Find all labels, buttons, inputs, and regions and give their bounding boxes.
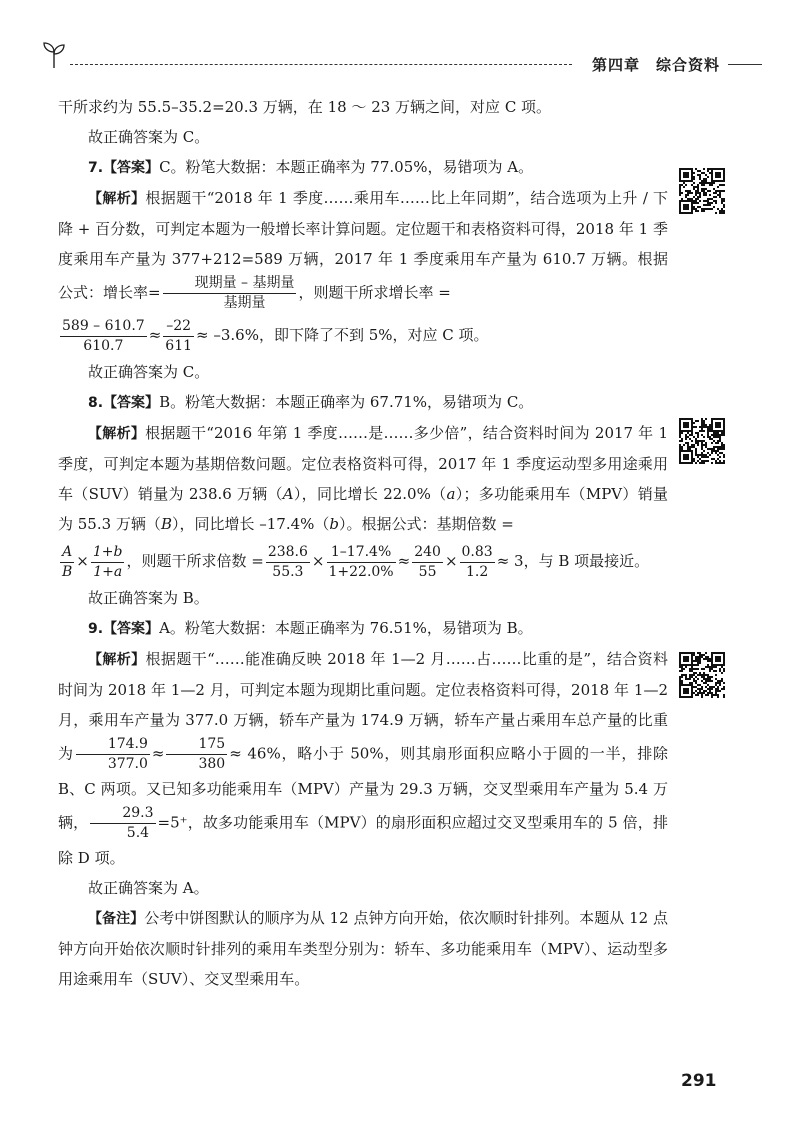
- analysis-text: ≈ 46%，略小于 50%，则其扇形面积应略小于圆的一半，排除 B、C 两项。又已知多功能乘用车（MPV）产量为 29.3 万辆，交叉型乘用车产量为 5.4 万辆，: [58, 744, 668, 832]
- times-symbol: ×: [444, 552, 458, 570]
- analysis-text: 根据题干“2018 年 1 季度……乘用车……比上年同期”，结合选项为上升 / 下降 + 百分数，可判定本题为一般增长率计算问题。定位题干和表格资料可得，2018 年 1 季度乘用车产量为 377+212=589 万辆，2017 年 1 季度乘用车产量为 610.7 万辆。根据公式：增长率=: [58, 189, 669, 302]
- approx-symbol: ≈: [397, 552, 411, 570]
- note-tag: 【备注】: [88, 911, 145, 927]
- header-rule: [70, 64, 572, 65]
- numerator: A: [60, 543, 74, 563]
- analysis-tag: 【解析】: [88, 191, 146, 207]
- denominator: B: [62, 563, 73, 580]
- analysis-tag: 【解析】: [88, 426, 146, 442]
- answer-statement: 故正确答案为 C。: [88, 128, 210, 146]
- analysis-text: ），同比增长 22.0%（: [293, 485, 447, 503]
- denominator: 基期量: [223, 295, 266, 311]
- analysis-text: ，则题干所求倍数 =: [126, 552, 264, 570]
- denominator: 610.7: [83, 337, 124, 354]
- denominator: 55.3: [272, 563, 304, 580]
- analysis-text: 根据题干“……能准确反映 2018 年 1—2 月……占……比重的是”，结合资料时间为 2018 年 1—2 月，可判定本题为现期比重问题。定位表格资料可得，2018 年 1—2 月，乘用车产量为 377.0 万辆，轿车产量为 174.9 万辆，轿车产量占乘用车总产量的比重为: [58, 650, 668, 763]
- numerator: 1–17.4%: [327, 543, 396, 563]
- page-body: [58, 92, 668, 994]
- variable: a: [446, 485, 456, 503]
- fraction: [163, 317, 194, 356]
- formula-line: [58, 539, 668, 583]
- page-number: 291: [681, 1071, 717, 1091]
- variable: A: [282, 485, 294, 503]
- answer-statement: 故正确答案为 A。: [88, 879, 209, 897]
- fraction: [166, 735, 227, 774]
- q9-analysis: [58, 644, 668, 873]
- denominator: 1+22.0%: [328, 563, 394, 580]
- denominator: 1.2: [465, 563, 489, 580]
- times-symbol: ×: [311, 552, 325, 570]
- numerator: 240: [412, 543, 443, 563]
- q7-answer: [58, 152, 668, 183]
- fraction: [60, 317, 147, 356]
- q8-analysis: [58, 418, 668, 539]
- denominator: 1+a: [93, 563, 123, 580]
- variable: b: [329, 515, 339, 533]
- chapter-title: 第四章 综合资料: [592, 56, 721, 74]
- approx-symbol: ≈: [151, 744, 165, 763]
- fraction: [90, 804, 155, 843]
- fraction: [91, 543, 125, 582]
- leaf-icon: [40, 40, 68, 70]
- numerator: 1+b: [91, 543, 125, 563]
- numerator: 175: [166, 735, 227, 755]
- times-symbol: ×: [76, 552, 89, 570]
- variable: B: [160, 515, 172, 533]
- analysis-text: ≈ 3，与 B 项最接近。: [496, 552, 650, 570]
- header-rule-tail: [728, 64, 762, 65]
- analysis-text: ，则题干所求增长率 =: [298, 283, 451, 302]
- numerator: 238.6: [266, 543, 310, 563]
- answer-tag: 7.【答案】: [88, 160, 160, 176]
- text-line: 干所求约为 55.5–35.2=20.3 万辆，在 18 ～ 23 万辆之间，对应 C 项。: [58, 98, 552, 116]
- answer-text: B。粉笔大数据：本题正确率为 67.71%，易错项为 C。: [159, 393, 534, 411]
- numerator: 174.9: [76, 735, 150, 755]
- denominator: 55: [418, 563, 437, 580]
- fraction: [266, 543, 310, 582]
- analysis-text: ≈ –3.6%，即下降了不到 5%，对应 C 项。: [196, 326, 489, 344]
- fraction-growth: [163, 274, 297, 313]
- q9-answer: [58, 613, 668, 644]
- numerator: 589 – 610.7: [60, 317, 147, 337]
- analysis-text: ）；多功能乘用车（MPV）销量为 55.3 万辆（: [58, 485, 668, 533]
- denominator: 380: [198, 756, 226, 772]
- page-header: [40, 40, 762, 76]
- note: [58, 903, 668, 994]
- formula-line: [58, 313, 668, 357]
- numerator: –22: [163, 317, 194, 337]
- fraction: [412, 543, 443, 582]
- qr-code-icon[interactable]: [679, 418, 725, 464]
- denominator: 611: [165, 337, 193, 354]
- answer-text: A。粉笔大数据：本题正确率为 76.51%，易错项为 B。: [159, 619, 533, 637]
- answer-text: C。粉笔大数据：本题正确率为 77.05%，易错项为 A。: [159, 158, 534, 176]
- analysis-tag: 【解析】: [88, 652, 146, 668]
- q8-answer: [58, 387, 668, 418]
- denominator: 5.4: [126, 825, 150, 841]
- fraction: [460, 543, 495, 582]
- numerator: 29.3: [90, 804, 155, 824]
- approx-symbol: ≈: [148, 326, 162, 344]
- denominator: 377.0: [107, 756, 148, 772]
- analysis-text: 根据题干“2016 年第 1 季度……是……多少倍”，结合资料时间为 2017 年 1 季度，可判定本题为基期倍数问题。定位表格资料可得，2017 年 1 季度运动型多用途乘用车（SUV）销量为 238.6 万辆（: [58, 424, 669, 503]
- analysis-text: ）。根据公式：基期倍数 =: [339, 515, 514, 533]
- answer-statement: 故正确答案为 C。: [88, 363, 210, 381]
- qr-code-icon[interactable]: [679, 652, 725, 698]
- fraction: [60, 543, 74, 582]
- answer-tag: 8.【答案】: [88, 395, 160, 411]
- note-text: 公考中饼图默认的顺序为从 12 点钟方向开始，依次顺时针排列。本题从 12 点钟方向开始依次顺时针排列的乘用车类型分别为：轿车、多功能乘用车（MPV）、运动型多用途乘用车（SUV）、交叉型乘用车。: [58, 909, 669, 988]
- fraction: [76, 735, 150, 774]
- q7-analysis: [58, 183, 668, 313]
- analysis-text: =5⁺，故多功能乘用车（MPV）的扇形面积应超过交叉型乘用车的 5 倍，排除 D 项。: [58, 813, 668, 867]
- fraction: [327, 543, 396, 582]
- numerator: 现期量 – 基期量: [163, 274, 297, 294]
- qr-code-icon[interactable]: [679, 168, 725, 214]
- answer-tag: 9.【答案】: [88, 621, 160, 637]
- answer-statement: 故正确答案为 B。: [88, 589, 209, 607]
- analysis-text: ），同比增长 –17.4%（: [171, 515, 330, 533]
- numerator: 0.83: [460, 543, 495, 563]
